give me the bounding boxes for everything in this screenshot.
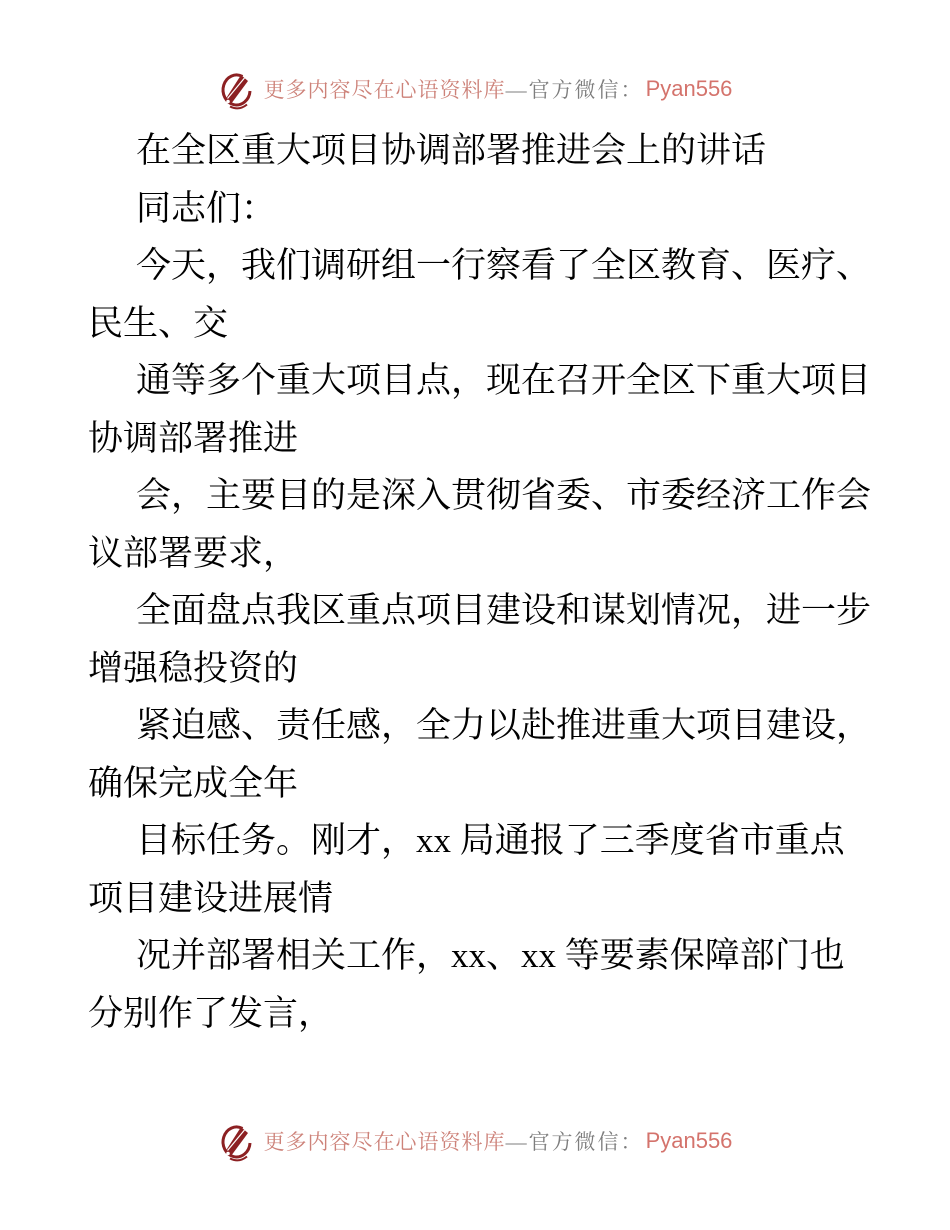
text-line: 同志们： bbox=[136, 188, 277, 228]
text-line: 会，主要目的是深入贯彻省委、市委经济工作会 bbox=[136, 476, 872, 515]
text-line: 今天，我们调研组一行察看了全区教育、医疗、 bbox=[136, 246, 872, 285]
document-body bbox=[88, 122, 888, 1042]
text-line: 确保完成全年 bbox=[88, 763, 299, 803]
text-line: 目标任务。刚才，xx 局通报了三季度省市重点 bbox=[136, 821, 845, 860]
text-line: 全面盘点我区重点项目建设和谋划情况，进一步 bbox=[136, 591, 872, 630]
text-line: 项目建设进展情 bbox=[88, 878, 334, 918]
text-line: 增强稳投资的 bbox=[88, 648, 299, 688]
page-header-watermark bbox=[0, 66, 950, 112]
text-line: 民生、交 bbox=[88, 303, 229, 343]
text-line: 通等多个重大项目点，现在召开全区下重大项目 bbox=[136, 361, 872, 400]
watermark-wechat-id: Pyan556 bbox=[645, 1128, 733, 1153]
watermark-wechat-label: —官方微信： bbox=[505, 78, 644, 102]
text-line: 况并部署相关工作，xx、xx 等要素保障部门也 bbox=[136, 936, 845, 975]
text-line: 议部署要求， bbox=[88, 533, 299, 573]
pen-circle-icon bbox=[218, 1120, 256, 1162]
pen-circle-icon bbox=[218, 68, 256, 110]
watermark-brand-text: 更多内容尽在心语资料库 bbox=[263, 1130, 506, 1154]
watermark-wechat-id: Pyan556 bbox=[645, 76, 733, 101]
watermark-wechat-label: —官方微信： bbox=[505, 1130, 644, 1154]
watermark-brand-text: 更多内容尽在心语资料库 bbox=[263, 78, 506, 102]
page-footer-watermark bbox=[0, 1118, 950, 1164]
text-line: 协调部署推进 bbox=[88, 418, 299, 458]
text-line: 分别作了发言， bbox=[88, 993, 334, 1033]
text-line: 紧迫感、责任感，全力以赴推进重大项目建设， bbox=[136, 706, 872, 745]
document-title: 在全区重大项目协调部署推进会上的讲话 bbox=[136, 131, 767, 170]
